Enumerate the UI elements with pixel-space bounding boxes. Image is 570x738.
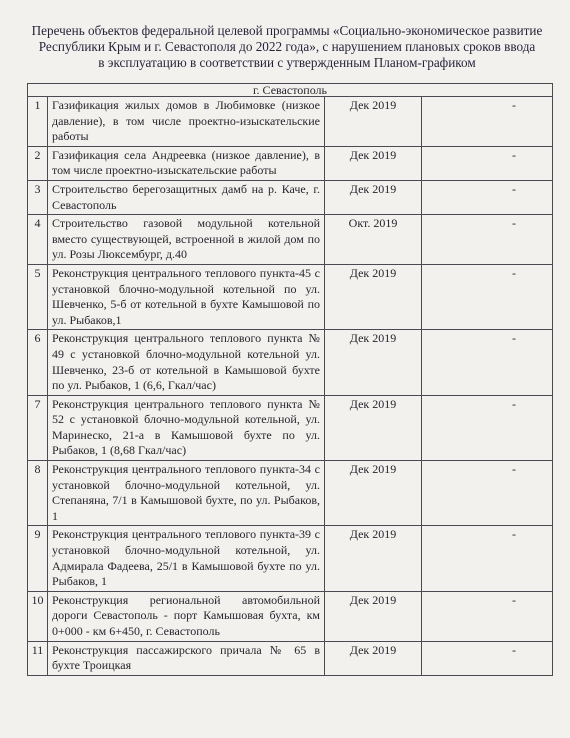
row-note: -: [422, 395, 553, 460]
row-number: 9: [28, 526, 48, 591]
row-note: -: [422, 264, 553, 329]
row-note: -: [422, 526, 553, 591]
completion-date: Окт. 2019: [325, 215, 422, 265]
object-description: Реконструкция пассажирского причала № 65 в бухте Троицкая: [48, 641, 325, 675]
row-note: -: [422, 591, 553, 641]
table-row: [28, 97, 553, 147]
row-note: -: [422, 180, 553, 214]
table-row: [28, 264, 553, 329]
object-description: Строительство газовой модульной котельной вместо существующей, встроенной в жилой дом по ул. Розы Люксембург, д.40: [48, 215, 325, 265]
document-title: [26, 23, 548, 71]
title-line-3: в эксплуатацию в соответствии с утвержденным Планом-графиком: [98, 55, 476, 70]
row-number: 6: [28, 330, 48, 395]
table-row: [28, 146, 553, 180]
object-description: Реконструкция центрального теплового пункта № 49 с установкой блочно-модульной котельной ул. Шевченко, 23-б от котельной в Камышовой бухте по ул. Рыбаков, 1 (6,6, Гкал/час): [48, 330, 325, 395]
completion-date: Дек 2019: [325, 264, 422, 329]
row-number: 4: [28, 215, 48, 265]
table-row: [28, 215, 553, 265]
completion-date: Дек 2019: [325, 330, 422, 395]
row-note: -: [422, 330, 553, 395]
row-note: -: [422, 97, 553, 147]
city-row: [28, 84, 553, 97]
table-row: [28, 641, 553, 675]
row-number: 7: [28, 395, 48, 460]
row-note: -: [422, 215, 553, 265]
completion-date: Дек 2019: [325, 641, 422, 675]
row-note: -: [422, 641, 553, 675]
object-description: Строительство берегозащитных дамб на р. Каче, г. Севастополь: [48, 180, 325, 214]
table-row: [28, 395, 553, 460]
table-row: [28, 526, 553, 591]
completion-date: Дек 2019: [325, 146, 422, 180]
title-line-2: Республики Крым и г. Севастополя до 2022 года», с нарушением плановых сроков ввода: [38, 39, 536, 54]
row-number: 8: [28, 461, 48, 526]
row-note: -: [422, 461, 553, 526]
completion-date: Дек 2019: [325, 395, 422, 460]
table-row: [28, 591, 553, 641]
objects-table: [27, 83, 553, 676]
row-number: 1: [28, 97, 48, 147]
object-description: Реконструкция центрального теплового пункта-39 с установкой блочно-модульной котельной, ул. Адмирала Фадеева, 25/1 в Камышовой бухте по ул. Рыбаков, 1: [48, 526, 325, 591]
table-row: [28, 461, 553, 526]
row-number: 2: [28, 146, 48, 180]
object-description: Реконструкция центрального теплового пункта № 52 с установкой блочно-модульной котельной, ул. Маринеско, 21-а в Камышовой бухте по ул. Рыбаков, 1 (8,68 Гкал/час): [48, 395, 325, 460]
title-line-1: Перечень объектов федеральной целевой программы «Социально-экономическое развитие: [31, 23, 543, 38]
table-row: [28, 330, 553, 395]
object-description: Газификация жилых домов в Любимовке (низкое давление), в том числе проектно-изыскательские работы: [48, 97, 325, 147]
object-description: Газификация села Андреевка (низкое давление), в том числе проектно-изыскательские работы: [48, 146, 325, 180]
table-row: [28, 180, 553, 214]
completion-date: Дек 2019: [325, 591, 422, 641]
row-number: 10: [28, 591, 48, 641]
row-note: -: [422, 146, 553, 180]
completion-date: Дек 2019: [325, 461, 422, 526]
city-label: г. Севастополь: [28, 84, 553, 97]
completion-date: Дек 2019: [325, 97, 422, 147]
object-description: Реконструкция центрального теплового пункта-45 с установкой блочно-модульной котельной по ул. Шевченко, 5-б от котельной в бухте Камышовой по ул. Рыбаков,1: [48, 264, 325, 329]
completion-date: Дек 2019: [325, 180, 422, 214]
object-description: Реконструкция центрального теплового пункта-34 с установкой блочно-модульной котельной, ул. Степаняна, 7/1 в Камышовой бухте, по ул. Рыбаков, 1: [48, 461, 325, 526]
row-number: 3: [28, 180, 48, 214]
row-number: 11: [28, 641, 48, 675]
row-number: 5: [28, 264, 48, 329]
completion-date: Дек 2019: [325, 526, 422, 591]
object-description: Реконструкция региональной автомобильной дороги Севастополь - порт Камышовая бухта, км 0+000 - км 6+450, г. Севастополь: [48, 591, 325, 641]
